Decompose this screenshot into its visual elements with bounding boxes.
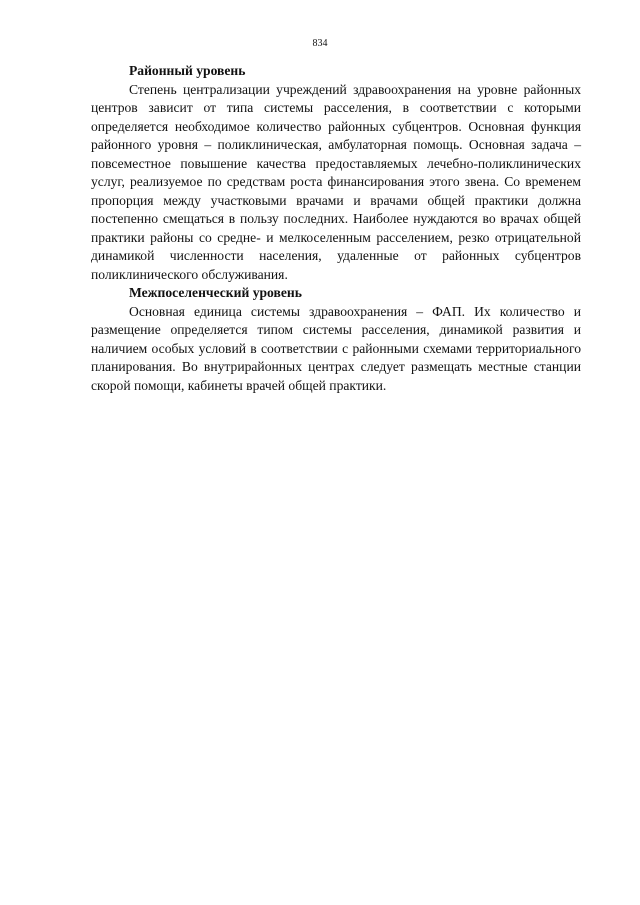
page-content xyxy=(91,62,581,395)
section-heading-inter-settlement-level: Межпоселенческий уровень xyxy=(129,285,302,300)
page-number: 834 xyxy=(312,38,328,49)
section-paragraph-inter-settlement-level: Основная единица системы здравоохранения – ФАП. Их количество и размещение определяется типом системы расселения, динамикой развития и наличием особых условий в соответствии с районными схемами территориального планирования. Во внутрирайонных центрах следует размещать местные станции скорой помощи, кабинеты врачей общей практики. xyxy=(91,303,581,393)
section-heading-district-level: Районный уровень xyxy=(129,63,246,78)
section-paragraph-district-level: Степень централизации учреждений здравоохранения на уровне районных центров зависит от типа системы расселения, в соответствии с которыми определяется необходимое количество районных субцентров. Основная функция районного уровня – поликлиническая, амбулаторная помощь. Основная задача – повсеместное повышение качества предоставляемых лечебно-поликлинических услуг, реализуемое по средствам роста финансирования этого звена. Со временем пропорция между участковыми врачами и врачами общей практики должна постепенно смещаться в пользу последних. Наиболее нуждаются во врачах общей практики районы со средне- и мелкоселенным расселением, резко отрицательной динамикой численности населения, удаленные от районных субцентров поликлинического обслуживания. xyxy=(91,81,581,282)
